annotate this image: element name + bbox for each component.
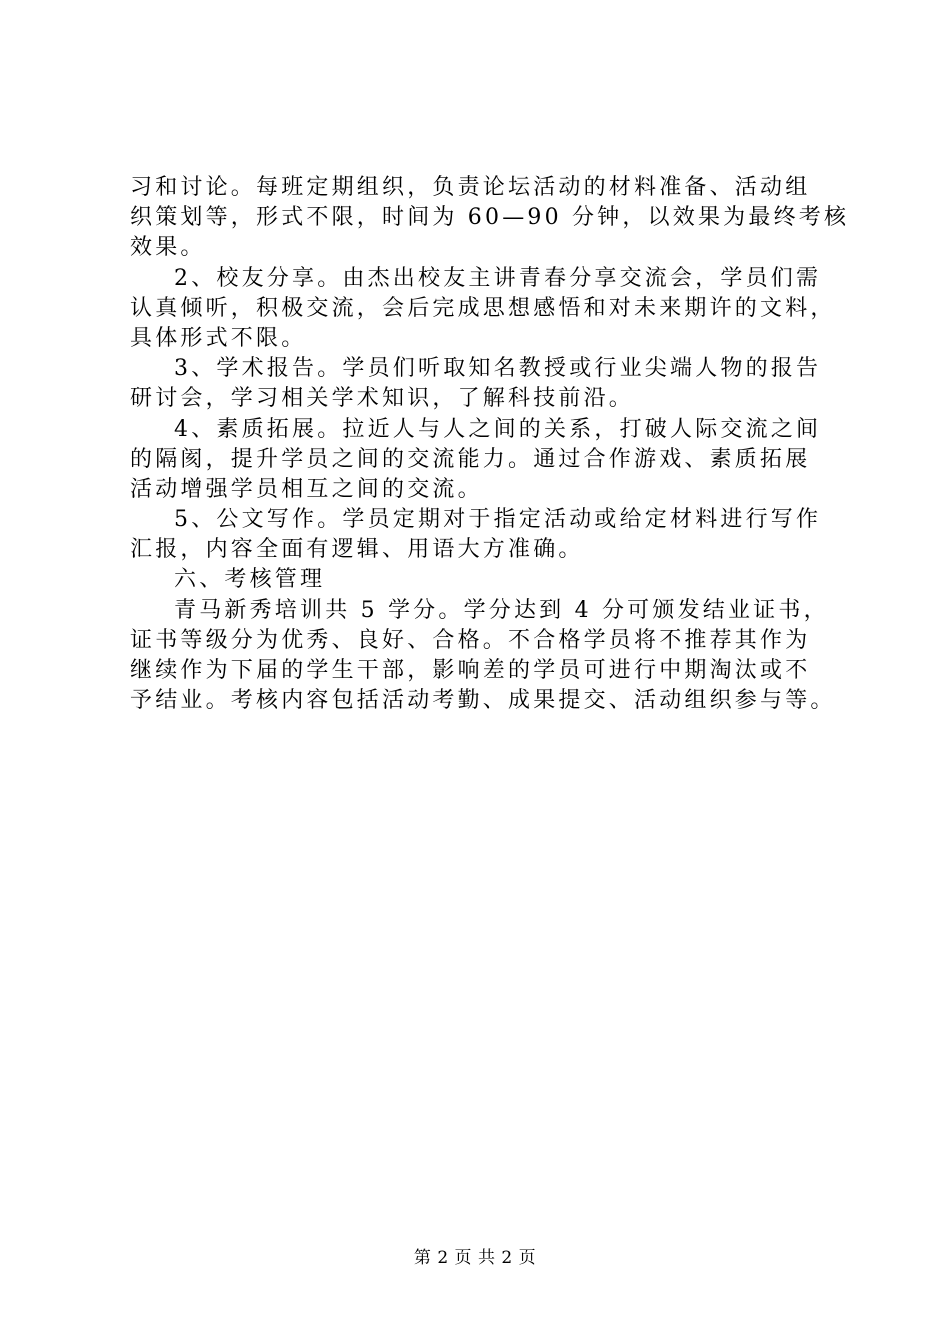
text-line: 具体形式不限。 (130, 325, 307, 351)
page-footer: 第 2 页 共 2 页 (413, 1248, 537, 1268)
text-line: 的隔阂，提升学员之间的交流能力。通过合作游戏、素质拓展 (130, 446, 811, 472)
text-line: 认真倾听，积极交流，会后完成思想感悟和对未来期许的文料， (130, 295, 836, 321)
text-line: 研讨会，学习相关学术知识，了解科技前沿。 (130, 386, 635, 412)
text-line: 予结业。考核内容包括活动考勤、成果提交、活动组织参与等。 (130, 688, 836, 714)
text-line: 织策划等，形式不限，时间为 60—90 分钟，以效果为最终考核 (130, 205, 850, 231)
section-heading: 六、考核管理 (174, 567, 326, 593)
text-line: 4、素质拓展。拉近人与人之间的关系，打破人际交流之间 (174, 416, 822, 442)
text-line: 汇报，内容全面有逻辑、用语大方准确。 (130, 537, 584, 563)
text-line: 继续作为下届的学生干部，影响差的学员可进行中期淘汰或不 (130, 658, 811, 683)
text-line: 效果。 (130, 235, 206, 261)
document-body (130, 173, 850, 716)
text-line: 2、校友分享。由杰出校友主讲青春分享交流会，学员们需 (174, 265, 822, 291)
text-line: 习和讨论。每班定期组织，负责论坛活动的材料准备、活动组 (130, 175, 811, 200)
text-line: 3、学术报告。学员们听取知名教授或行业尖端人物的报告 (174, 356, 822, 382)
text-line: 证书等级分为优秀、良好、合格。不合格学员将不推荐其作为 (130, 627, 811, 653)
text-line: 活动增强学员相互之间的交流。 (130, 476, 483, 502)
text-line: 5、公文写作。学员定期对于指定活动或给定材料进行写作 (174, 507, 822, 533)
text-line: 青马新秀培训共 5 学分。学分达到 4 分可颁发结业证书， (174, 597, 829, 623)
